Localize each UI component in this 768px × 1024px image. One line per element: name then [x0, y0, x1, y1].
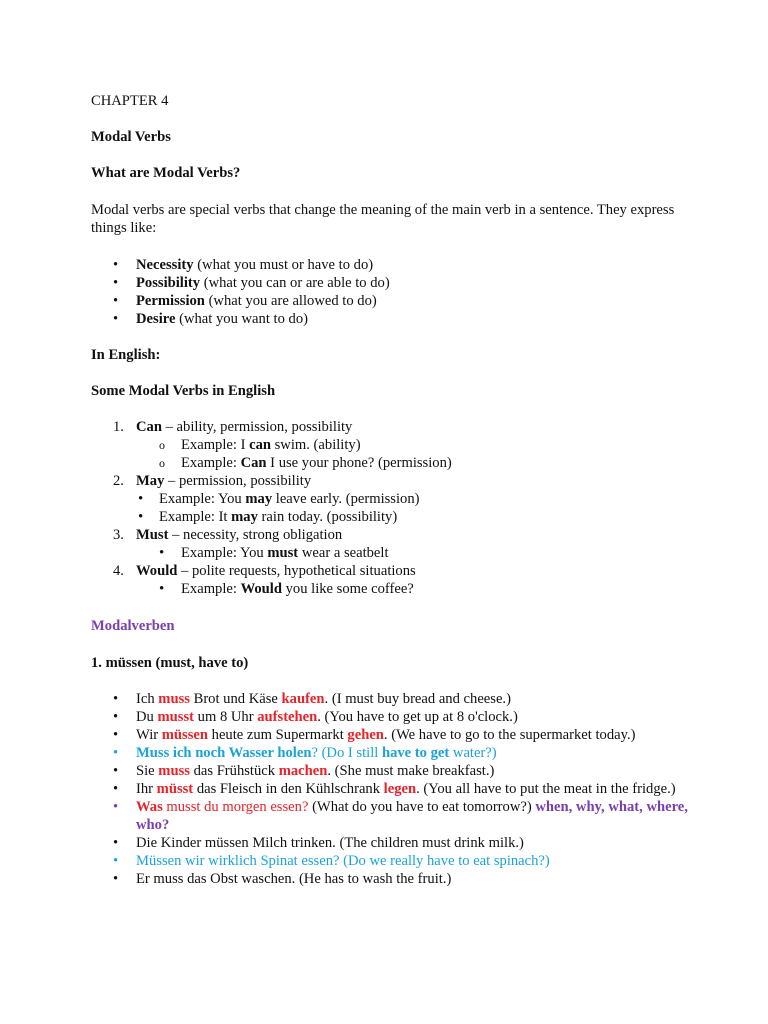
- sentence-item: [91, 726, 691, 744]
- muessen-examples: [91, 690, 691, 888]
- modal-verb: musst: [157, 709, 194, 725]
- desc: (what you must or have to do): [193, 257, 374, 273]
- meaning: – polite requests, hypothetical situations: [177, 563, 416, 579]
- example-item: [136, 490, 691, 508]
- muessen-heading: 1. müssen (must, have to): [91, 655, 249, 671]
- example-list: [136, 436, 691, 472]
- example-text: leave early. (permission): [272, 491, 420, 507]
- text: das Frühstück: [189, 763, 279, 779]
- english-modal-list: [91, 418, 691, 598]
- verb: Must: [136, 527, 169, 543]
- example-text: swim. (ability): [270, 437, 361, 453]
- verb: Would: [136, 563, 178, 579]
- translation: . (You have to get up at 8 o'clock.): [317, 709, 518, 725]
- example-text: Example:: [181, 581, 241, 597]
- text: heute zum Supermarkt: [208, 727, 348, 743]
- list-item: [91, 274, 691, 292]
- term: Permission: [136, 293, 205, 309]
- text: Wir: [136, 727, 162, 743]
- example-item: [136, 580, 691, 598]
- in-english-heading: In English:: [91, 347, 161, 363]
- example-text: Example: It: [159, 509, 232, 525]
- sentence-item: [91, 852, 691, 870]
- example-list: [136, 490, 691, 526]
- list-item: [91, 472, 691, 526]
- bullet-marker: •: [138, 491, 144, 507]
- example-item: [136, 454, 691, 472]
- sentence-item: [91, 780, 691, 798]
- translation: . (You all have to put the meat in the fridge.): [416, 781, 676, 797]
- sentence-item: [91, 870, 691, 888]
- sentence-item: [91, 762, 691, 780]
- text: Sie: [136, 763, 159, 779]
- example-verb: must: [267, 545, 299, 561]
- example-text: Example: I: [181, 437, 250, 453]
- sentence-item: [91, 744, 691, 762]
- text: musst du morgen essen?: [162, 799, 309, 815]
- bullet-marker: •: [159, 581, 165, 597]
- text: Ich: [136, 691, 159, 707]
- example-item: [136, 544, 691, 562]
- term: Possibility: [136, 275, 201, 291]
- list-item: [91, 562, 691, 598]
- bullet-marker: o: [159, 438, 165, 452]
- example-item: [136, 436, 691, 454]
- example-text: wear a seatbelt: [298, 545, 389, 561]
- main-verb: aufstehen: [257, 709, 318, 725]
- bullet-marker: •: [138, 509, 144, 525]
- meaning: – necessity, strong obligation: [168, 527, 343, 543]
- text: das Fleisch in den Kühlschrank: [193, 781, 384, 797]
- question-word: Was: [136, 799, 163, 815]
- text: Ihr: [136, 781, 157, 797]
- list-item: [91, 292, 691, 310]
- chapter-label: CHAPTER 4: [91, 93, 169, 109]
- item-number: 2.: [113, 473, 124, 489]
- meaning: – ability, permission, possibility: [161, 419, 353, 435]
- list-item: [91, 256, 691, 274]
- example-verb: Can: [240, 455, 267, 471]
- bullet-marker: •: [159, 545, 165, 561]
- translation: water?): [449, 745, 497, 761]
- translation: . (She must make breakfast.): [327, 763, 495, 779]
- desc: (what you want to do): [175, 311, 308, 327]
- bullet-marker: o: [159, 456, 165, 470]
- text: um 8 Uhr: [194, 709, 258, 725]
- example-verb: may: [231, 509, 258, 525]
- document-page: [91, 92, 691, 888]
- example-list: [136, 580, 691, 598]
- text: Du: [136, 709, 158, 725]
- translation: (What do you have to eat tomorrow?): [308, 799, 536, 815]
- text: Müssen wir wirklich Spinat essen? (Do we really have to eat spinach?): [136, 853, 550, 869]
- main-verb: kaufen: [281, 691, 325, 707]
- list-item: [91, 418, 691, 472]
- example-text: Example: You: [181, 545, 268, 561]
- main-verb: machen: [278, 763, 328, 779]
- modalverben-heading: Modalverben: [91, 618, 175, 634]
- example-text: you like some coffee?: [281, 581, 414, 597]
- question: Muss ich noch Wasser holen: [136, 745, 312, 761]
- verb: May: [136, 473, 165, 489]
- example-text: Example: You: [159, 491, 246, 507]
- text: Brot und Käse: [189, 691, 282, 707]
- some-modal-heading: Some Modal Verbs in English: [91, 383, 276, 399]
- sentence-item: [91, 798, 691, 834]
- intro-paragraph: Modal verbs are special verbs that change the meaning of the main verb in a sentence. They express things like:: [91, 202, 675, 236]
- item-number: 3.: [113, 527, 124, 543]
- list-item: [91, 526, 691, 562]
- example-verb: Would: [240, 581, 282, 597]
- example-text: I use your phone? (permission): [266, 455, 452, 471]
- desc: (what you are allowed to do): [204, 293, 377, 309]
- term: Desire: [136, 311, 176, 327]
- example-text: rain today. (possibility): [257, 509, 398, 525]
- meaning: – permission, possibility: [164, 473, 312, 489]
- text: Er muss das Obst waschen. (He has to wash the fruit.): [136, 871, 452, 887]
- example-text: Example:: [181, 455, 241, 471]
- modal-verb: muss: [158, 763, 190, 779]
- page-title: Modal Verbs: [91, 129, 171, 145]
- express-list: [91, 256, 691, 328]
- main-verb: legen: [383, 781, 417, 797]
- main-verb: gehen: [347, 727, 384, 743]
- list-item: [91, 310, 691, 328]
- translation: ? (Do I still: [311, 745, 382, 761]
- item-number: 1.: [113, 419, 124, 435]
- translation-verb: have to get: [381, 745, 450, 761]
- modal-verb: müsst: [156, 781, 194, 797]
- question-heading: What are Modal Verbs?: [91, 165, 241, 181]
- example-verb: can: [249, 437, 271, 453]
- example-item: [136, 508, 691, 526]
- example-verb: may: [245, 491, 273, 507]
- desc: (what you can or are able to do): [200, 275, 390, 291]
- example-list: [136, 544, 691, 562]
- modal-verb: müssen: [161, 727, 208, 743]
- sentence-item: [91, 708, 691, 726]
- item-number: 4.: [113, 563, 124, 579]
- text: Die Kinder müssen Milch trinken. (The children must drink milk.): [136, 835, 524, 851]
- sentence-item: [91, 834, 691, 852]
- modal-verb: muss: [158, 691, 190, 707]
- translation: . (I must buy bread and cheese.): [324, 691, 511, 707]
- verb: Can: [136, 419, 162, 435]
- term: Necessity: [136, 257, 194, 273]
- question-words: when, why, what, where, who?: [136, 799, 688, 833]
- translation: . (We have to go to the supermarket today.): [383, 727, 636, 743]
- sentence-item: [91, 690, 691, 708]
